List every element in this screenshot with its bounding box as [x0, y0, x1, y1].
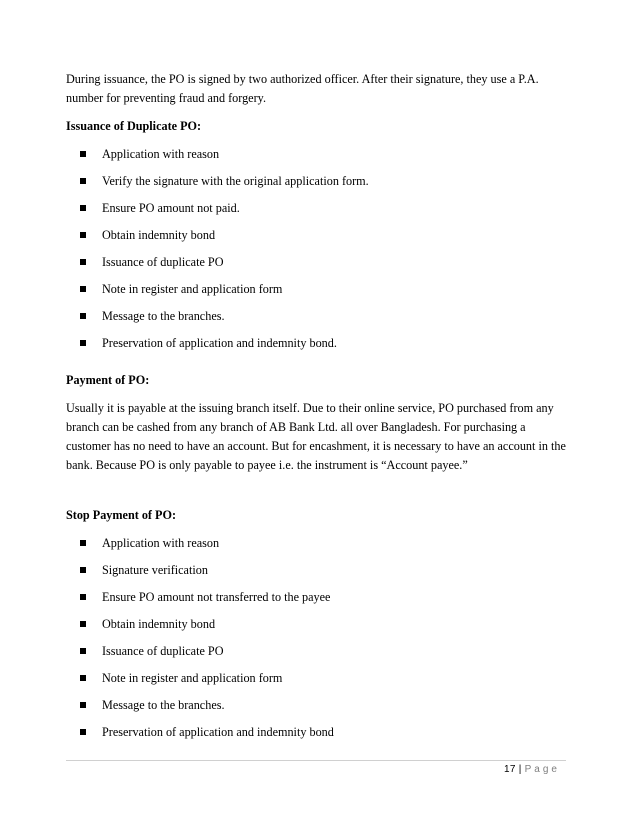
list-item — [66, 615, 566, 634]
square-bullet-icon — [80, 675, 86, 681]
square-bullet-icon — [80, 205, 86, 211]
list-item-text: Ensure PO amount not transferred to the payee — [102, 590, 331, 604]
list-item-text: Ensure PO amount not paid. — [102, 201, 240, 215]
list-item-text: Signature verification — [102, 563, 208, 577]
page-content — [66, 70, 566, 750]
page-label: Page — [524, 764, 560, 775]
duplicate-po-heading: Issuance of Duplicate PO: — [66, 119, 202, 133]
list-item-text: Obtain indemnity bond — [102, 228, 216, 242]
square-bullet-icon — [80, 648, 86, 654]
list-item-text: Note in register and application form — [102, 671, 283, 685]
list-item-text: Preservation of application and indemnity bond. — [102, 336, 337, 350]
list-item-text: Message to the branches. — [102, 698, 225, 712]
list-item-text: Verify the signature with the original application form. — [102, 174, 369, 188]
list-item — [66, 534, 566, 553]
page-number: 17 — [504, 764, 516, 775]
square-bullet-icon — [80, 232, 86, 238]
list-item — [66, 561, 566, 580]
list-item — [66, 307, 566, 326]
list-item-text: Preservation of application and indemnity bond — [102, 725, 334, 739]
stop-payment-heading: Stop Payment of PO: — [66, 508, 177, 522]
square-bullet-icon — [80, 594, 86, 600]
list-item — [66, 280, 566, 299]
list-item-text: Obtain indemnity bond — [102, 617, 216, 631]
list-item — [66, 199, 566, 218]
list-item — [66, 145, 566, 164]
payment-po-paragraph: Usually it is payable at the issuing branch itself. Due to their online service, PO purchased from any branch can be cashed from any branch of AB Bank Ltd. all over Bangladesh. For purchasing a customer has no need to have an account. But for encashment, it is necessary to have an account in the bank. Because PO is only payable to payee i.e. the instrument is “Account payee.” — [66, 401, 566, 472]
list-item — [66, 334, 566, 353]
list-item-text: Application with reason — [102, 147, 220, 161]
list-item-text: Issuance of duplicate PO — [102, 644, 224, 658]
list-item-text: Issuance of duplicate PO — [102, 255, 224, 269]
list-item — [66, 226, 566, 245]
square-bullet-icon — [80, 540, 86, 546]
square-bullet-icon — [80, 340, 86, 346]
square-bullet-icon — [80, 729, 86, 735]
square-bullet-icon — [80, 259, 86, 265]
list-item-text: Note in register and application form — [102, 282, 283, 296]
square-bullet-icon — [80, 286, 86, 292]
square-bullet-icon — [80, 702, 86, 708]
duplicate-po-list — [66, 145, 566, 353]
list-item — [66, 723, 566, 742]
list-item — [66, 253, 566, 272]
list-item-text: Message to the branches. — [102, 309, 225, 323]
stop-payment-list — [66, 534, 566, 742]
page-footer — [504, 764, 560, 775]
footer-divider — [66, 760, 566, 761]
square-bullet-icon — [80, 621, 86, 627]
list-item — [66, 588, 566, 607]
list-item-text: Application with reason — [102, 536, 220, 550]
spacer — [66, 361, 566, 371]
spacer — [66, 484, 566, 506]
square-bullet-icon — [80, 313, 86, 319]
list-item — [66, 642, 566, 661]
payment-po-heading: Payment of PO: — [66, 373, 150, 387]
list-item — [66, 669, 566, 688]
square-bullet-icon — [80, 151, 86, 157]
list-item — [66, 172, 566, 191]
footer-separator: | — [518, 764, 522, 775]
intro-paragraph: During issuance, the PO is signed by two authorized officer. After their signature, they use a P.A. number for preventing fraud and forgery. — [66, 72, 539, 105]
square-bullet-icon — [80, 178, 86, 184]
list-item — [66, 696, 566, 715]
square-bullet-icon — [80, 567, 86, 573]
